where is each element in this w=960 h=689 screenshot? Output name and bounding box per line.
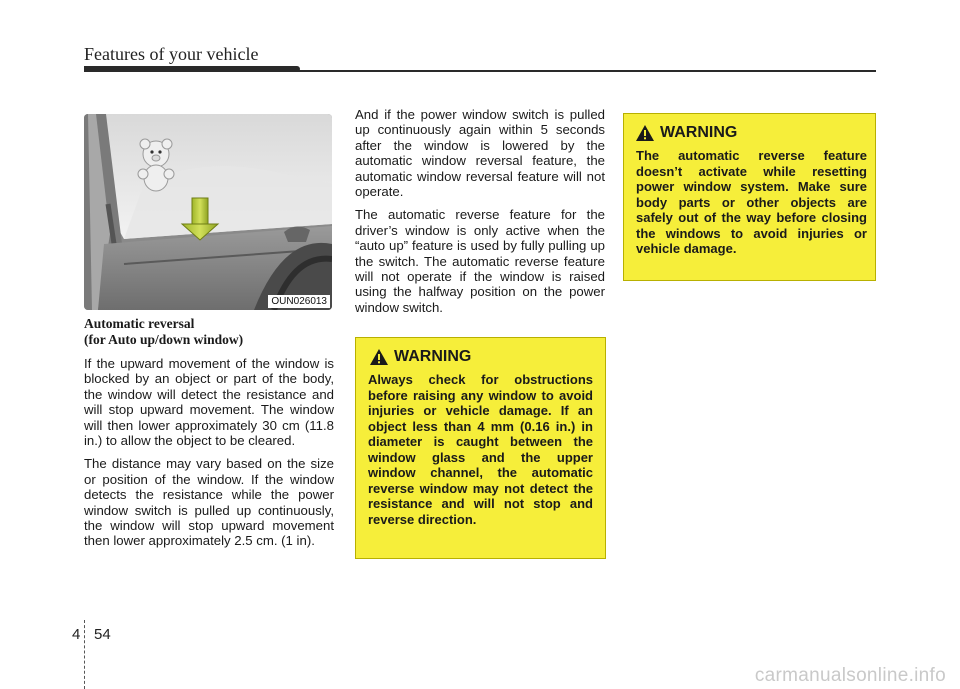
figure-code-label: OUN026013 bbox=[268, 295, 330, 308]
header-bar bbox=[84, 66, 300, 72]
warning-box-obstructions bbox=[355, 337, 606, 559]
warning-title: WARNING bbox=[660, 124, 738, 141]
warning-box-reset bbox=[623, 113, 876, 281]
section-subheading bbox=[84, 316, 334, 348]
paragraph: The distance may vary based on the size or position of the window. If the window detects the resistance while the power window switch is pulled up continuously, the window will stop upward movement then lower approximately 2.5 cm. (1 in). bbox=[84, 456, 334, 549]
warning-title: WARNING bbox=[394, 348, 472, 365]
paragraph: And if the power window switch is pulled up continuously again within 5 seconds after the window is lowered by the automatic window reversal feature, the automatic window reversal feature will not operate. bbox=[355, 107, 605, 200]
warning-triangle-icon bbox=[370, 349, 388, 365]
header-rule bbox=[296, 70, 876, 72]
warning-body: The automatic reverse feature doesn’t activate while resetting power window system. Make sure body parts or other objects are safely out of the way before closing the windows to avoid injuries or vehicle damage. bbox=[636, 148, 867, 256]
warning-heading bbox=[636, 124, 867, 142]
page-number: 54 bbox=[94, 626, 111, 643]
warning-body: Always check for obstructions before raising any window to avoid injuries or vehicle damage. If an object less than 4 mm (0.16 in.) in diameter is caught between the window glass and the upper window channel, the automatic reverse window may not detect the resistance and will not stop and reverse direction. bbox=[368, 372, 593, 527]
column-1 bbox=[84, 316, 334, 557]
paragraph: If the upward movement of the window is blocked by an object or part of the body, the window will detect the resistance and will stop upward movement. The window will then lower approximately 30 cm (11.8 in.) to allow the object to be cleared. bbox=[84, 356, 334, 449]
subheading-line-2: (for Auto up/down window) bbox=[84, 332, 244, 347]
page-header-title: Features of your vehicle bbox=[84, 44, 259, 64]
car-window-illustration bbox=[84, 114, 332, 310]
paragraph: The automatic reverse feature for the driver’s window is only active when the “auto up” feature is used by fully pulling up the switch. The automatic reverse feature will not operate if the window is raised using the halfway position on the power window switch. bbox=[355, 207, 605, 315]
warning-triangle-icon bbox=[636, 125, 654, 141]
watermark: carmanualsonline.info bbox=[754, 665, 946, 686]
warning-heading bbox=[368, 348, 593, 366]
column-2 bbox=[355, 107, 605, 323]
window-reversal-illustration bbox=[84, 114, 332, 310]
footer-divider bbox=[84, 620, 85, 689]
subheading-line-1: Automatic reversal bbox=[84, 316, 195, 331]
chapter-number: 4 bbox=[72, 626, 81, 643]
